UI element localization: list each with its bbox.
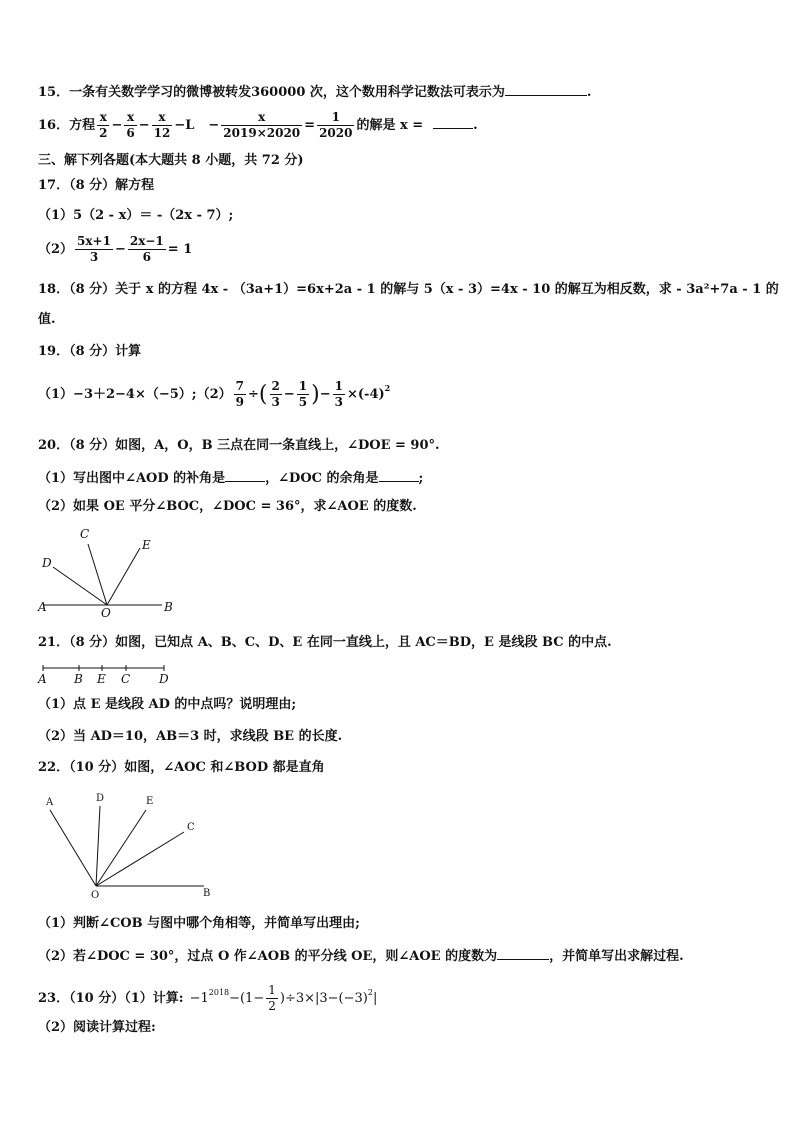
ray-OE [96, 810, 146, 886]
section-3-heading: 三、解下列各题(本大题共 8 小题，共 72 分) [38, 153, 304, 168]
q21-part-2: （2）当 AD＝10，AB＝3 时，求线段 BE 的长度. [38, 729, 343, 744]
q22-part-1: （1）判断∠COB 与图中哪个角相等，并简单写出理由; [38, 916, 360, 931]
q16-number: 16． [38, 118, 70, 133]
ray-OD [53, 567, 107, 605]
ray-OE [107, 548, 140, 605]
times-term: ×(-4) [347, 387, 385, 402]
q17-heading: 17．（8 分）解方程 [38, 178, 155, 193]
q19-parts [38, 379, 390, 410]
q16-prefix: 方程 [69, 118, 96, 133]
question-15 [38, 82, 591, 102]
fraction-1-5: $\frac{1}{5}$ [298, 379, 308, 409]
label-C: C [187, 822, 195, 833]
fraction-x-2: $\frac{x}{2}$ [99, 110, 108, 140]
label-A: A [38, 672, 47, 686]
q21-part-1: （1）点 E 是线段 AD 的中点吗？说明理由; [38, 697, 297, 712]
fraction-1-2020: $\frac{1}{2020}$ [319, 110, 353, 140]
equals-sign: = [304, 118, 316, 133]
label-A: A [38, 600, 47, 614]
label-B: B [74, 672, 83, 686]
label-B: B [164, 600, 173, 614]
q23-part-1: 23．（10 分）（1）计算: $-1^{2018}-(1-$ $\frac{1}{2}$ )$\div 3\times|3-(-3)^2|$ [38, 983, 378, 1013]
q20-heading: 20．（8 分）如图，A，O，B 三点在同一条直线上，∠DOE = 90°. [38, 438, 440, 453]
q15-text: 一条有关数学学习的微博被转发360000 次，这个数用科学记数法可表示为 [69, 85, 505, 100]
q20-blank-2[interactable] [379, 468, 419, 482]
q22-heading: 22．（10 分）如图，∠AOC 和∠BOD 都是直角 [38, 760, 325, 775]
q16-answer-blank[interactable] [433, 115, 473, 129]
fraction-x-6: $\frac{x}{6}$ [126, 110, 135, 140]
ellipsis-term: −L [174, 118, 195, 133]
q16-suffix: 的解是 x = [356, 118, 424, 133]
q22-part-2: （2）若∠DOC = 30°，过点 O 作∠AOB 的平分线 OE，则∠AOE 的度数为 ，并简单写出求解过程. [38, 946, 684, 966]
fraction-7-9: $\frac{7}{9}$ [235, 379, 245, 409]
q21-segment-figure [34, 660, 174, 686]
label-E: E [97, 672, 106, 686]
q21-heading: 21．（8 分）如图，已知点 A、B、C、D、E 在同一直线上，且 AC＝BD，E 是线段 BC 的中点. [38, 635, 612, 650]
label-D: D [96, 793, 105, 804]
fraction-x-2019x2020: $\frac{x}{2019\times 2020}$ [223, 110, 301, 140]
fraction-1-3: $\frac{1}{3}$ [334, 379, 343, 409]
q15-number: 15． [38, 85, 70, 100]
q23-part-2: （2）阅读计算过程: [38, 1020, 156, 1035]
minus-sign: − [319, 387, 331, 402]
ray-OC [88, 544, 107, 605]
ray-OD [96, 806, 100, 886]
q15-period: . [586, 85, 592, 100]
q15-answer-blank[interactable] [505, 82, 587, 96]
exponent: 2 [384, 383, 391, 393]
question-16 [38, 110, 478, 141]
fraction-1-2: $\frac{1}{2}$ [268, 983, 276, 1013]
fraction-x-12: $\frac{x}{12}$ [153, 110, 171, 140]
q20-part-1: （1）写出图中∠AOD 的补角是 ，∠DOC 的余角是 ; [38, 468, 423, 488]
ray-OC [96, 832, 184, 886]
left-paren: ( [258, 382, 268, 407]
label-O: O [91, 890, 100, 901]
q19-heading: 19．（8 分）计算 [38, 344, 142, 359]
q20-part-2: （2）如果 OE 平分∠BOC，∠DOC = 36°，求∠AOE 的度数. [38, 499, 417, 514]
q17-part-2 [38, 234, 192, 265]
part-label: （2） [38, 242, 74, 257]
ray-OA [50, 810, 96, 886]
label-E: E [142, 538, 151, 552]
minus-sign: − [208, 118, 220, 133]
label-D: D [159, 672, 169, 686]
q16-period: . [473, 118, 478, 133]
fraction-2-3: $\frac{2}{3}$ [271, 379, 280, 409]
label-A: A [46, 797, 54, 808]
divide-sign: ÷ [248, 387, 259, 402]
minus-sign: − [283, 387, 295, 402]
minus-sign: − [114, 242, 126, 257]
fraction-5x1-3: $\frac{5x+1}{3}$ [77, 234, 111, 264]
q17-part-1: （1）5（2 - x）＝ -（2x - 7）; [38, 208, 234, 223]
q18-line-2: 值. [38, 312, 56, 327]
minus-sign: − [111, 118, 123, 133]
label-E: E [146, 796, 154, 807]
label-C: C [80, 527, 90, 541]
label-C: C [121, 672, 131, 686]
part-label: （2） [196, 387, 232, 402]
q19-part-1: （1）−3＋2−4×（−5）; [38, 387, 197, 402]
label-D: D [42, 556, 52, 570]
q22-answer-blank[interactable] [497, 946, 549, 960]
right-paren: ) [311, 382, 320, 407]
q18-line-1: 18．（8 分）关于 x 的方程 4x - （3a+1）=6x+2a - 1 的解与 5（x - 3）=4x - 10 的解互为相反数，求 - 3a²+7a - 1 的 [38, 282, 779, 297]
q20-angle-figure [30, 522, 190, 617]
q22-angle-figure [38, 790, 218, 902]
rhs: = 1 [167, 242, 193, 257]
minus-sign: − [138, 118, 150, 133]
label-B: B [203, 888, 211, 899]
q20-blank-1[interactable] [225, 468, 265, 482]
fraction-2x1-6: $\frac{2x-1}{6}$ [129, 234, 164, 264]
label-O: O [101, 606, 111, 617]
